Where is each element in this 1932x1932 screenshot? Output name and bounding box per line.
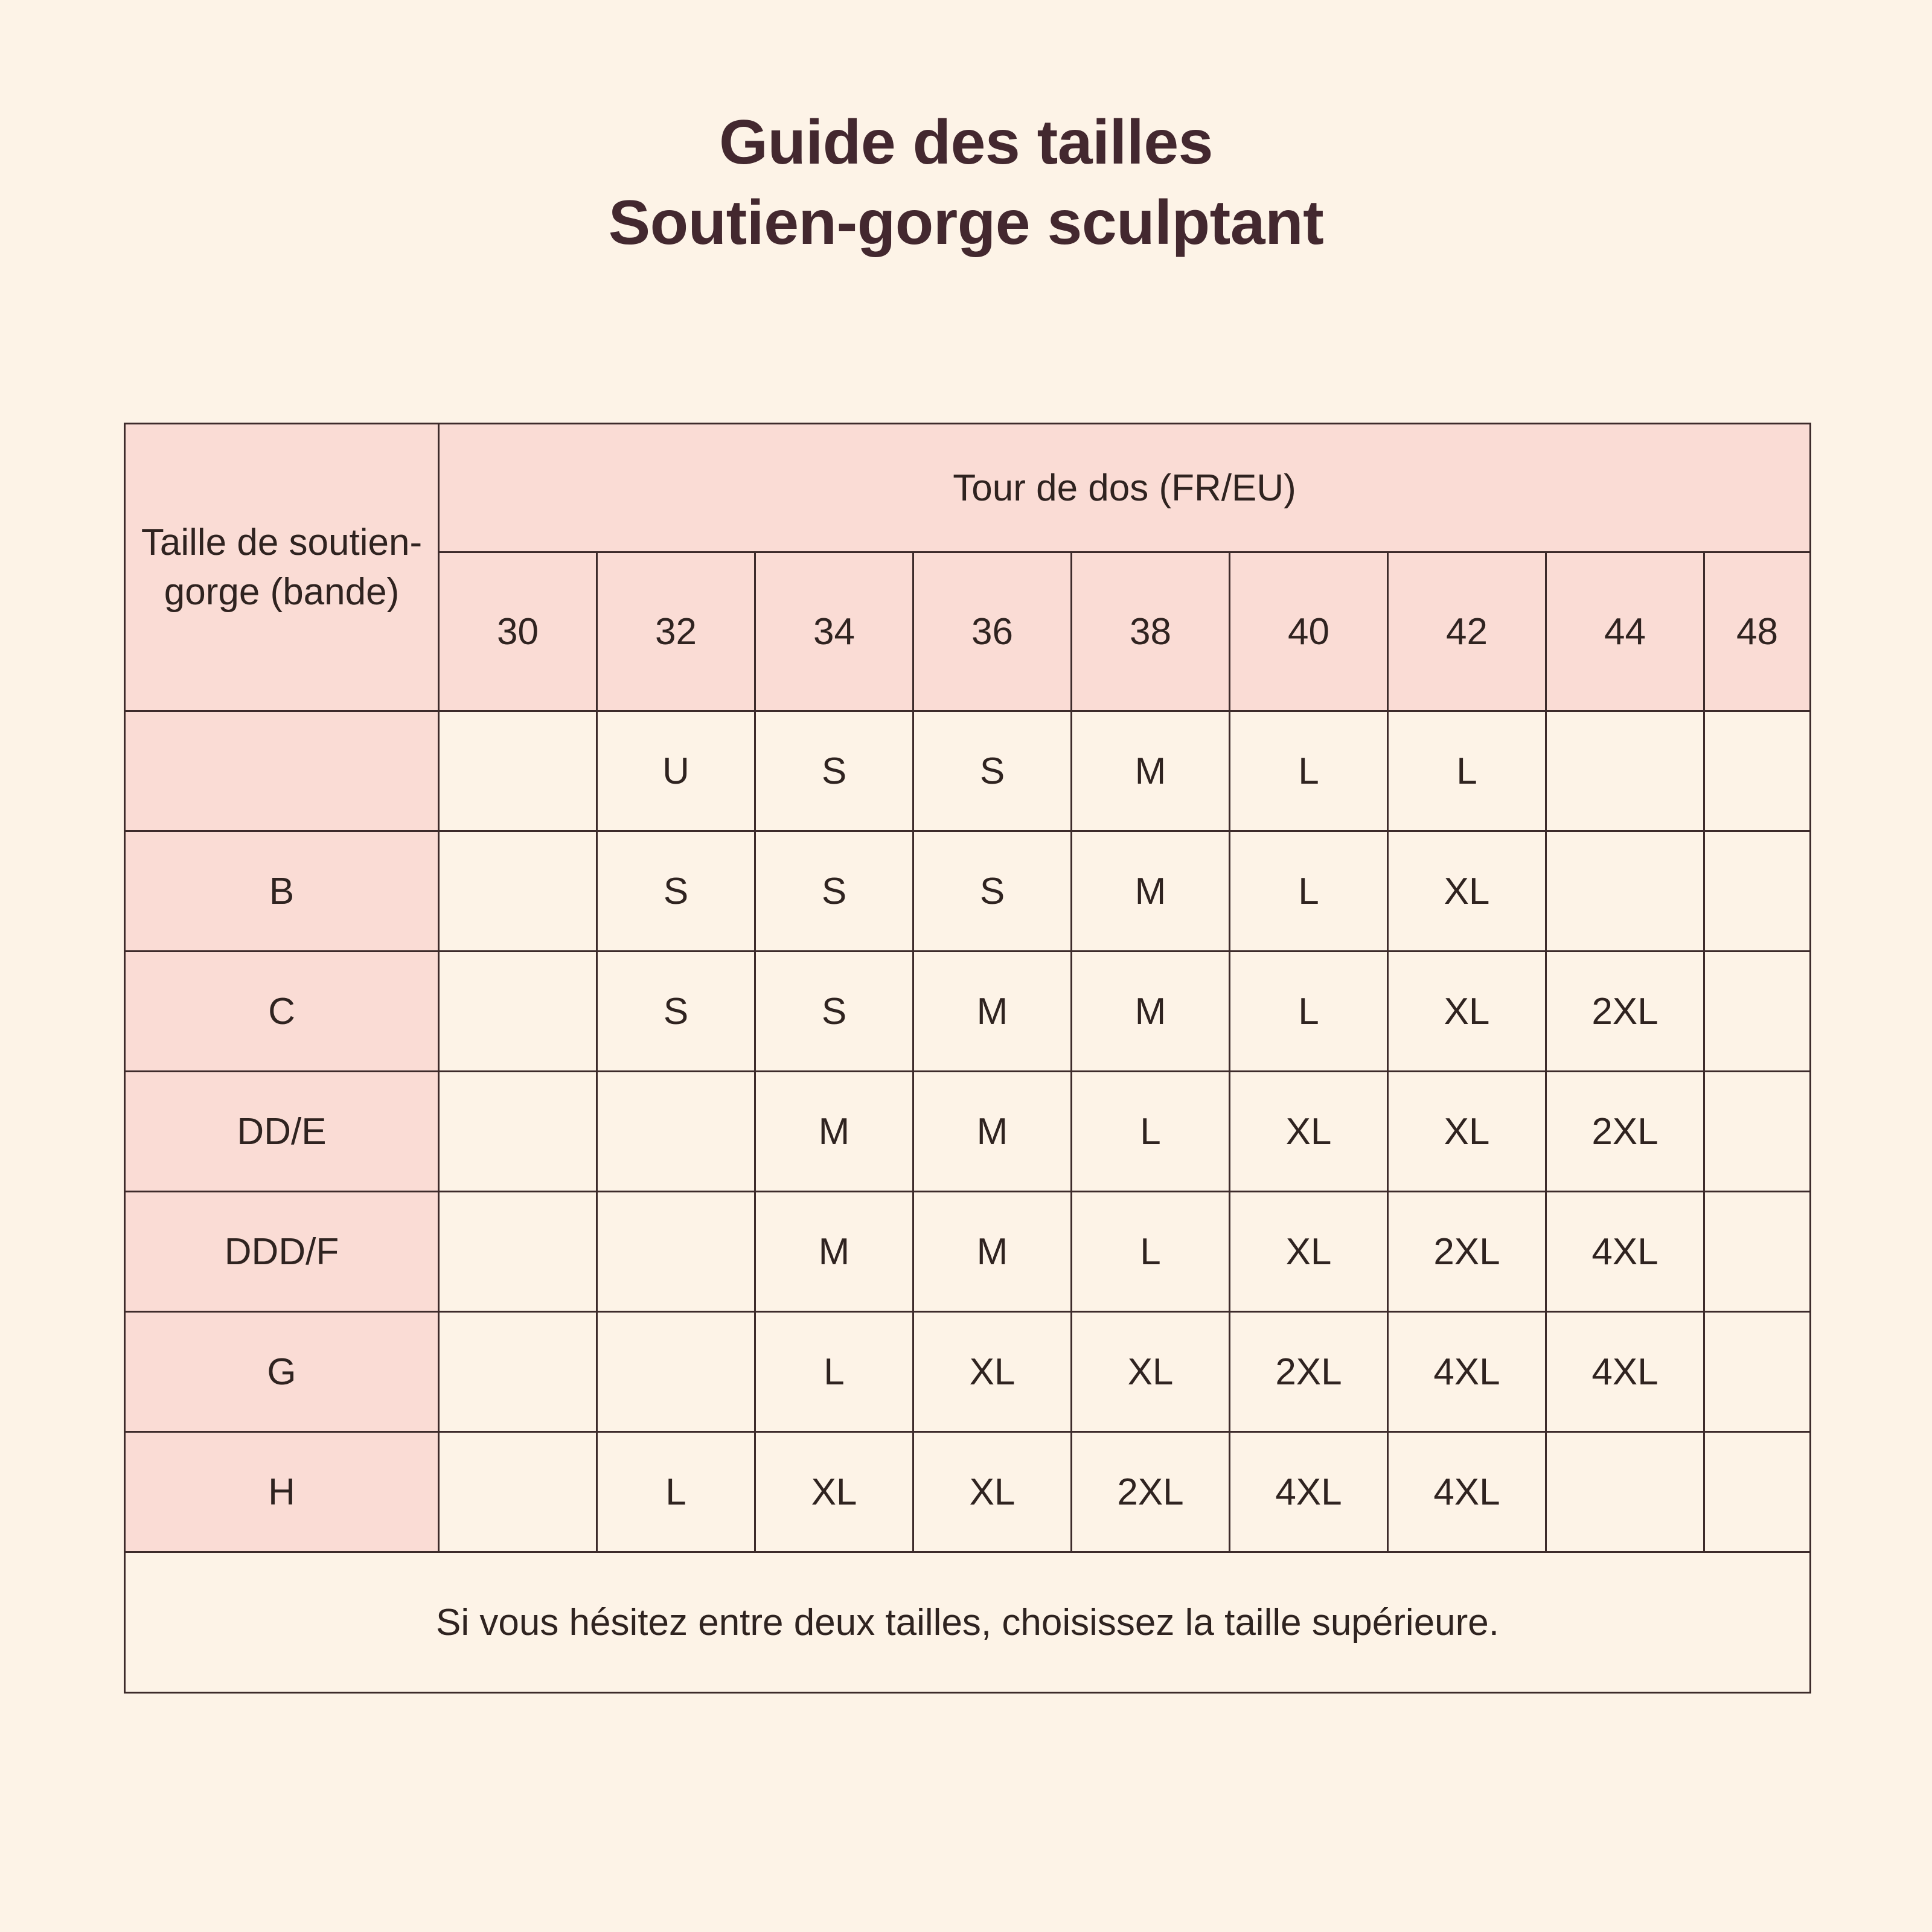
cell: 4XL: [1546, 1312, 1704, 1432]
cell: S: [755, 831, 913, 952]
cell: [1704, 952, 1811, 1072]
cell: [439, 711, 597, 831]
band-size-42: 42: [1388, 552, 1546, 711]
cell: L: [1230, 831, 1388, 952]
cell: 4XL: [1546, 1192, 1704, 1312]
cell: 2XL: [1546, 1072, 1704, 1192]
cell: [597, 1192, 755, 1312]
cell: [439, 1072, 597, 1192]
table-group-header-row: [125, 424, 1811, 552]
cell: L: [597, 1432, 755, 1552]
cell: M: [1072, 711, 1230, 831]
cell: XL: [1230, 1072, 1388, 1192]
cell: [439, 831, 597, 952]
size-table: [124, 423, 1811, 1694]
cell: L: [1230, 952, 1388, 1072]
cell: M: [1072, 831, 1230, 952]
cell: [1704, 831, 1811, 952]
cell: [1704, 1312, 1811, 1432]
cell: XL: [1388, 952, 1546, 1072]
cell: 2XL: [1388, 1192, 1546, 1312]
cell: 2XL: [1230, 1312, 1388, 1432]
cell: XL: [913, 1312, 1072, 1432]
cell: S: [913, 831, 1072, 952]
cell: [1704, 1072, 1811, 1192]
cell: XL: [1388, 1072, 1546, 1192]
cell: [1546, 711, 1704, 831]
cell: M: [913, 952, 1072, 1072]
cell: M: [913, 1192, 1072, 1312]
cell: [1546, 1432, 1704, 1552]
cup-label: DDD/F: [125, 1192, 439, 1312]
table-row: [125, 831, 1811, 952]
cell: S: [913, 711, 1072, 831]
cup-label: DD/E: [125, 1072, 439, 1192]
cup-label: G: [125, 1312, 439, 1432]
cell: 4XL: [1230, 1432, 1388, 1552]
table-note-row: [125, 1552, 1811, 1693]
cell: M: [755, 1072, 913, 1192]
table-row: [125, 1072, 1811, 1192]
band-size-32: 32: [597, 552, 755, 711]
cell: L: [755, 1312, 913, 1432]
cell: M: [913, 1072, 1072, 1192]
cell: [439, 1432, 597, 1552]
title-line-1: Guide des tailles: [718, 107, 1213, 178]
cell: 2XL: [1072, 1432, 1230, 1552]
cell: M: [1072, 952, 1230, 1072]
cell: 4XL: [1388, 1432, 1546, 1552]
cell: [439, 952, 597, 1072]
band-size-38: 38: [1072, 552, 1230, 711]
cell: [1704, 1192, 1811, 1312]
cell: S: [597, 952, 755, 1072]
table-row: [125, 1432, 1811, 1552]
cell: [597, 1072, 755, 1192]
cell: S: [755, 711, 913, 831]
page-title: [0, 0, 1932, 263]
cell: S: [755, 952, 913, 1072]
table-row: [125, 1192, 1811, 1312]
cup-label: B: [125, 831, 439, 952]
band-size-48: 48: [1704, 552, 1811, 711]
cell: [439, 1312, 597, 1432]
title-line-2: Soutien-gorge sculptant: [608, 188, 1324, 258]
table-row: [125, 952, 1811, 1072]
group-header-tour-de-dos: Tour de dos (FR/EU): [439, 424, 1811, 552]
cell: XL: [1388, 831, 1546, 952]
cell: L: [1388, 711, 1546, 831]
cup-label: [125, 711, 439, 831]
corner-label: Taille de soutien-gorge (bande): [125, 424, 439, 711]
band-size-40: 40: [1230, 552, 1388, 711]
cell: XL: [913, 1432, 1072, 1552]
cell: 2XL: [1546, 952, 1704, 1072]
cell: [1546, 831, 1704, 952]
band-size-30: 30: [439, 552, 597, 711]
cell: [597, 1312, 755, 1432]
cell: XL: [755, 1432, 913, 1552]
cell: L: [1072, 1072, 1230, 1192]
cell: [1704, 1432, 1811, 1552]
cell: XL: [1072, 1312, 1230, 1432]
cell: U: [597, 711, 755, 831]
cell: 4XL: [1388, 1312, 1546, 1432]
cell: XL: [1230, 1192, 1388, 1312]
cell: L: [1230, 711, 1388, 831]
band-size-36: 36: [913, 552, 1072, 711]
cup-label: H: [125, 1432, 439, 1552]
band-size-44: 44: [1546, 552, 1704, 711]
table-row: [125, 711, 1811, 831]
sizing-note: Si vous hésitez entre deux tailles, choisissez la taille supérieure.: [125, 1552, 1811, 1693]
table-row: [125, 1312, 1811, 1432]
cell: [439, 1192, 597, 1312]
size-table-wrap: [124, 423, 1808, 1694]
band-size-34: 34: [755, 552, 913, 711]
cell: L: [1072, 1192, 1230, 1312]
cup-label: C: [125, 952, 439, 1072]
cell: S: [597, 831, 755, 952]
cell: [1704, 711, 1811, 831]
cell: M: [755, 1192, 913, 1312]
